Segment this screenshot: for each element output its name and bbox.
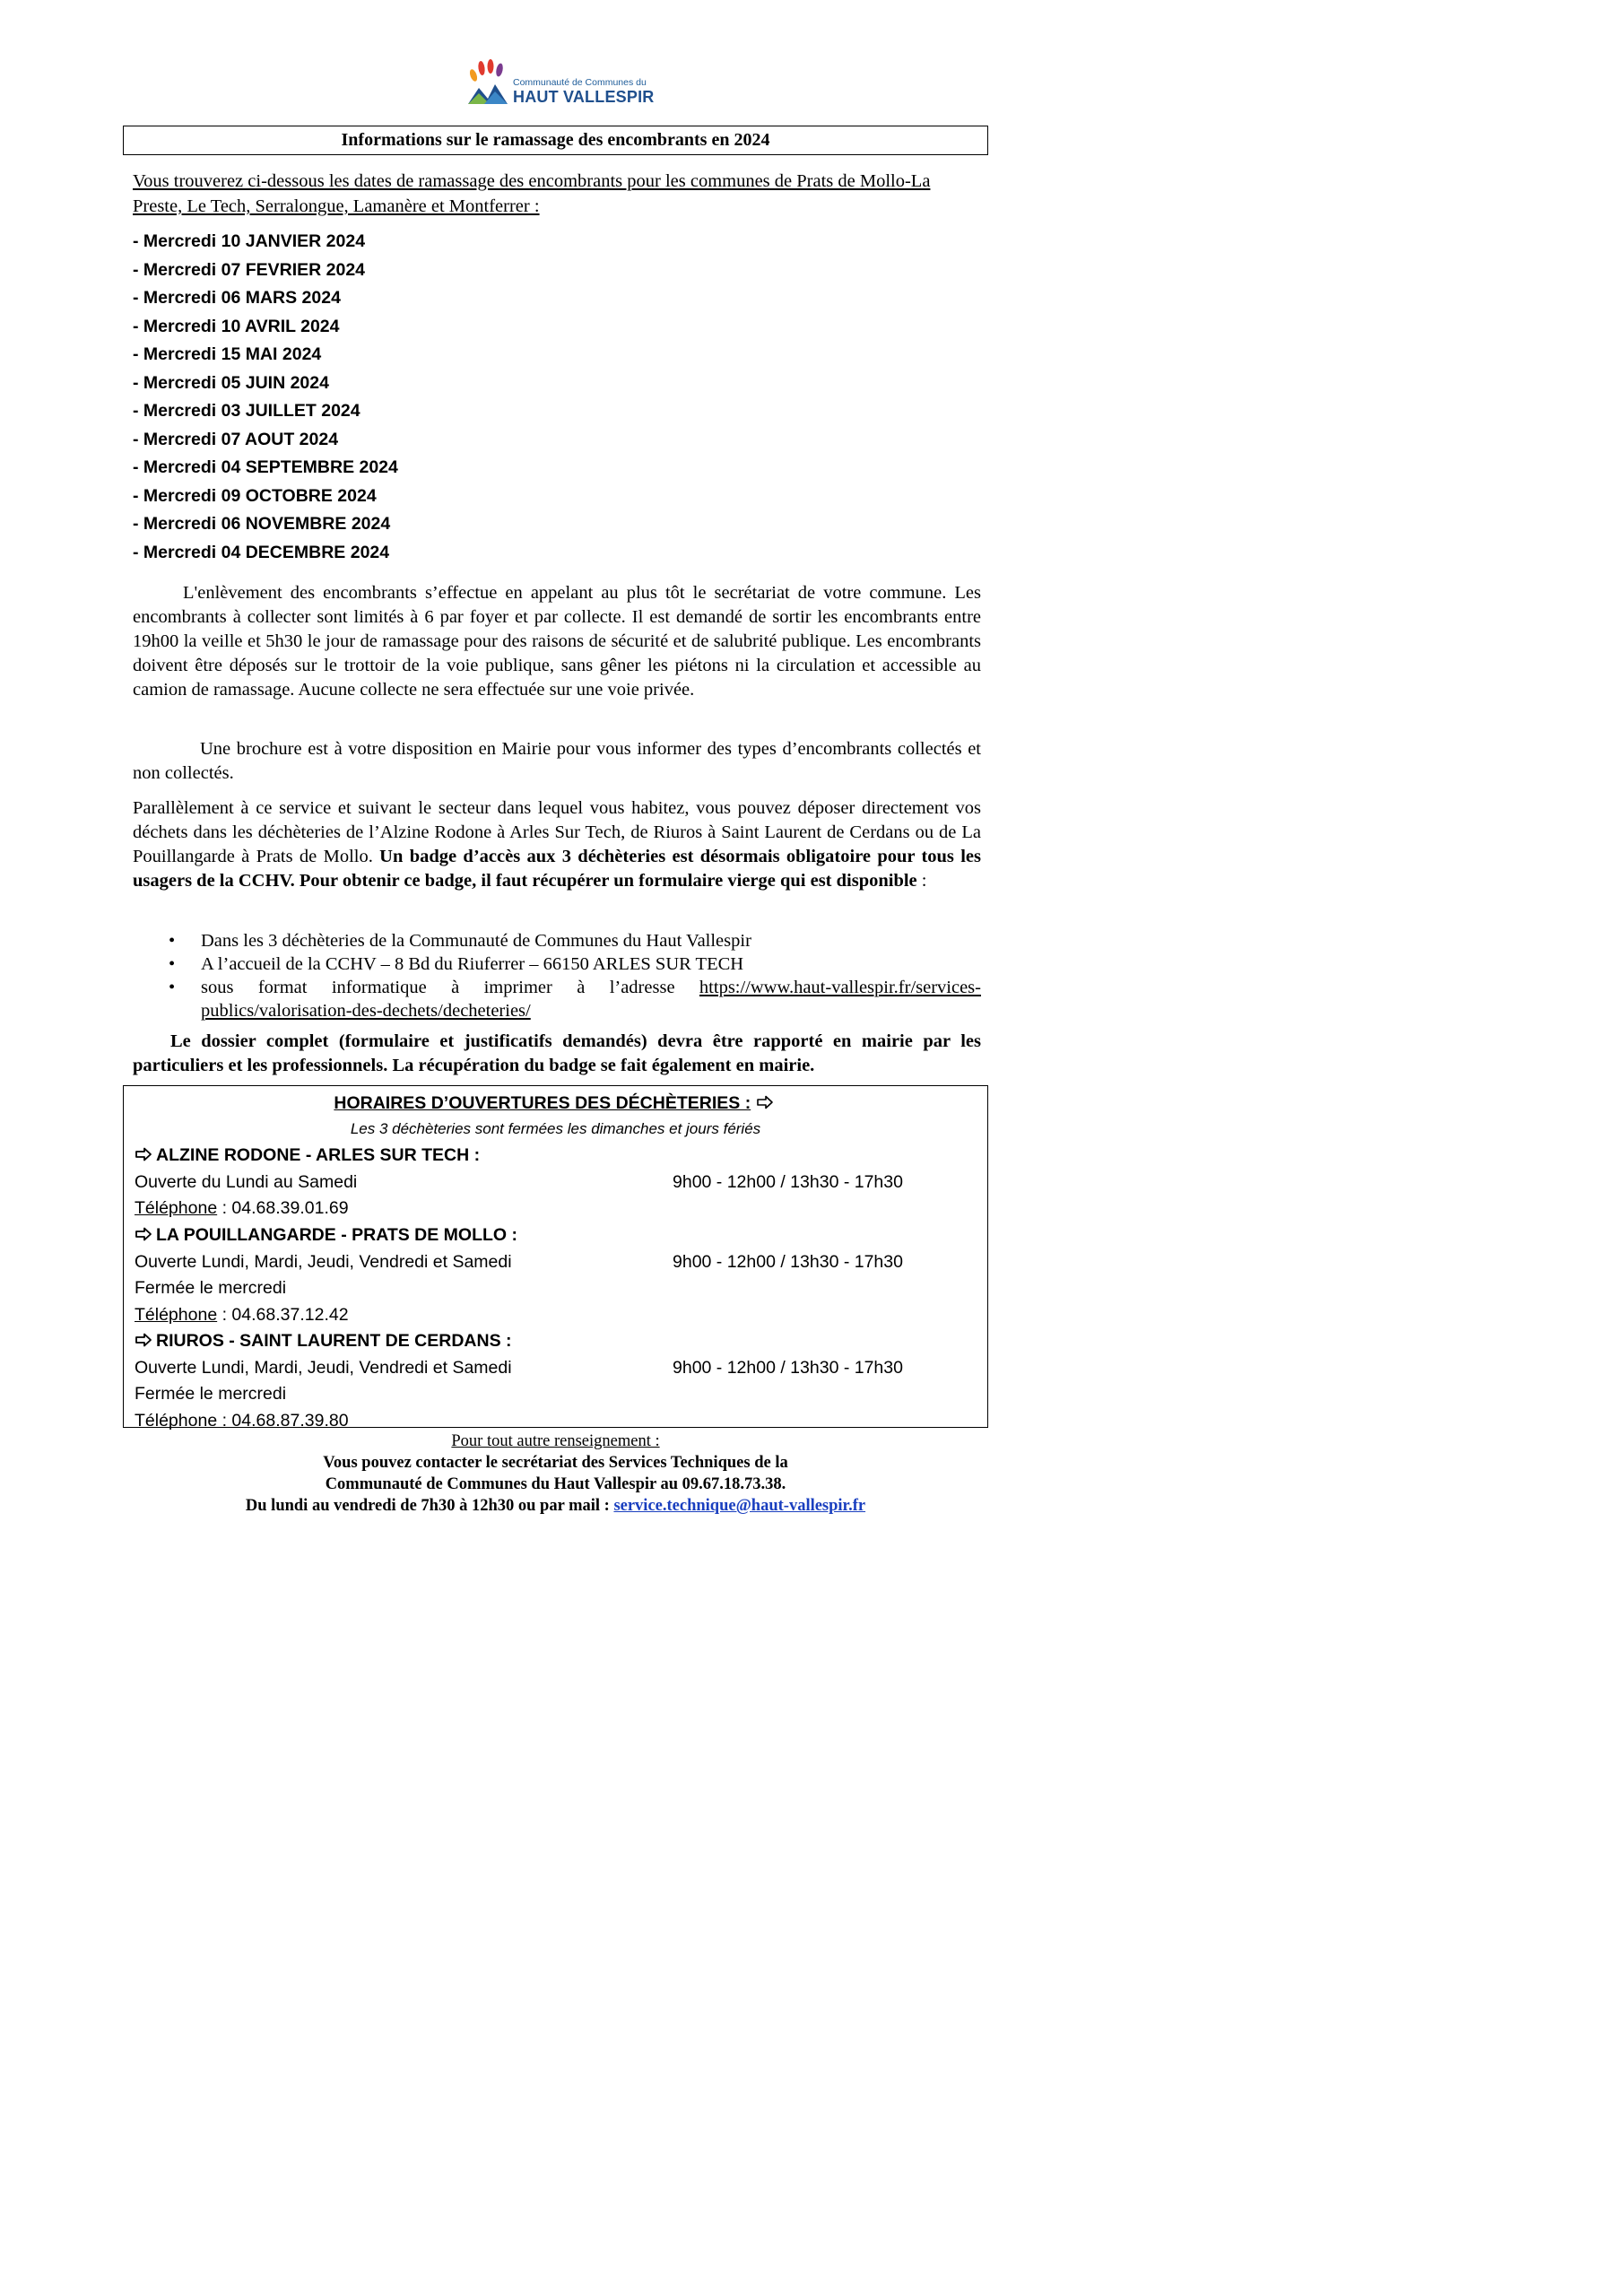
center-phone: : 04.68.39.01.69 [217, 1198, 349, 1218]
center-name-row [135, 1328, 977, 1355]
list-item [133, 952, 981, 976]
center-alzine-rodone [135, 1143, 977, 1222]
paw-mountain-logo-icon [466, 57, 509, 111]
date-item: - Mercredi 15 MAI 2024 [133, 344, 322, 364]
center-phone: : 04.68.37.12.42 [217, 1304, 349, 1325]
center-hours: 9h00 - 12h00 / 13h30 - 17h30 [673, 1251, 903, 1272]
arrow-right-icon [756, 1095, 774, 1109]
date-item: - Mercredi 04 DECEMBRE 2024 [133, 542, 390, 562]
footer-heading: Pour tout autre renseignement : [451, 1432, 660, 1450]
logo-title: HAUT VALLESPIR [513, 88, 655, 106]
center-phone-row [135, 1196, 977, 1222]
collection-dates-list [133, 228, 398, 567]
form-availability-list [133, 929, 981, 1022]
arrow-right-icon [135, 1333, 152, 1347]
date-item: - Mercredi 09 OCTOBRE 2024 [133, 485, 377, 506]
center-days-row [135, 1355, 977, 1382]
hours-title [124, 1093, 987, 1114]
bullet-text: A l’accueil de la CCHV – 8 Bd du Riuferrer – 66150 ARLES SUR TECH [201, 954, 744, 974]
center-days-row [135, 1170, 977, 1196]
center-name: LA POUILLANGARDE - PRATS DE MOLLO : [156, 1225, 517, 1245]
hours-title-text: HORAIRES D’OUVERTURES DES DÉCHÈTERIES : [334, 1093, 751, 1113]
center-name-row [135, 1143, 977, 1170]
bullet-icon: • [169, 954, 176, 974]
logo-subtitle: Communauté de Communes du [513, 77, 647, 88]
date-item: - Mercredi 10 JANVIER 2024 [133, 231, 366, 251]
bullet-icon: • [169, 931, 176, 951]
hours-subtitle: Les 3 déchèteries sont fermées les dimanches et jours fériés [350, 1120, 761, 1137]
document-title: Informations sur le ramassage des encombrants en 2024 [341, 130, 770, 150]
center-hours: 9h00 - 12h00 / 13h30 - 17h30 [673, 1357, 903, 1378]
date-item: - Mercredi 10 AVRIL 2024 [133, 316, 340, 336]
arrow-right-icon [135, 1147, 152, 1161]
date-item: - Mercredi 05 JUIN 2024 [133, 372, 329, 393]
footer-line: Vous pouvez contacter le secrétariat des Services Techniques de la [323, 1454, 788, 1472]
center-days: Ouverte Lundi, Mardi, Jeudi, Vendredi et Samedi [135, 1357, 512, 1378]
date-item: - Mercredi 04 SEPTEMBRE 2024 [133, 457, 398, 477]
date-item: - Mercredi 06 NOVEMBRE 2024 [133, 514, 391, 534]
footer-hours-text: Du lundi au vendredi de 7h30 à 12h30 ou par mail : [245, 1497, 614, 1515]
opening-hours-box [123, 1085, 988, 1431]
center-riuros [135, 1328, 977, 1434]
dossier-paragraph: Le dossier complet (formulaire et justificatifs demandés) devra être rapporté en mairie par les particuliers et les professionnels. La récupération du badge se fait également en mairie. [133, 1031, 981, 1075]
center-days: Ouverte du Lundi au Samedi [135, 1171, 358, 1192]
center-days-row [135, 1249, 977, 1276]
center-hours: 9h00 - 12h00 / 13h30 - 17h30 [673, 1171, 903, 1192]
recycling-centers-text: Parallèlement à ce service et suivant le secteur dans lequel vous habitez, vous pouvez déposer directement vos déchets dans les déchèteries de l’Alzine Rodone à Arles Sur Tech, de Riuros à Saint Laurent de Cerdans ou de La Pouillangarde à Prats de Mollo. [133, 798, 981, 866]
center-days: Ouverte Lundi, Mardi, Jeudi, Vendredi et Samedi [135, 1251, 512, 1272]
date-item: - Mercredi 07 FEVRIER 2024 [133, 259, 366, 280]
recycling-centers-paragraph [133, 796, 981, 893]
brochure-paragraph: Une brochure est à votre disposition en Mairie pour vous informer des types d’encombrants collectés et non collectés. [133, 739, 981, 783]
date-item: - Mercredi 07 AOUT 2024 [133, 429, 339, 449]
center-name-row [135, 1222, 977, 1249]
email-link[interactable]: service.technique@haut-vallespir.fr [613, 1497, 866, 1515]
center-name: RIUROS - SAINT LAURENT DE CERDANS : [156, 1331, 512, 1351]
badge-requirement-text: Un badge d’accès aux 3 déchèteries est désormais obligatoire pour tous les usagers de la CCHV. Pour obtenir ce badge, il faut récupérer un formulaire vierge qui est disponible [133, 847, 981, 891]
center-closed-row: Fermée le mercredi [135, 1384, 287, 1404]
center-phone: : 04.68.87.39.80 [217, 1410, 349, 1431]
list-item [133, 929, 981, 952]
colon: : [916, 871, 927, 891]
pickup-rules-paragraph: L'enlèvement des encombrants s’effectue en appelant au plus tôt le secrétariat de votre commune. Les encombrants à collecter sont limités à 6 par foyer et par collecte. Il est demandé de sortir les encombrants entre 19h00 la veille et 5h30 le jour de ramassage pour des raisons de sécurité et de salubrité publique. Les encombrants doivent être déposés sur le trottoir de la voie publique, sans gêner les piétons ni la circulation et accessible au camion de ramassage. Aucune collecte ne sera effectuée sur une voie privée. [133, 583, 981, 700]
date-item: - Mercredi 06 MARS 2024 [133, 288, 341, 308]
contact-footer [123, 1431, 988, 1517]
form-url-link[interactable]: https://www.haut-vallespir.fr/services-publics/valorisation-des-dechets/decheteries/ [201, 978, 981, 1021]
bullet-text: sous format informatique à imprimer à l’adresse [201, 978, 699, 997]
bullet-text: Dans les 3 déchèteries de la Communauté de Communes du Haut Vallespir [201, 931, 751, 951]
title-box [123, 126, 988, 155]
center-phone-row [135, 1302, 977, 1329]
arrow-right-icon [135, 1227, 152, 1241]
center-la-pouillangarde [135, 1222, 977, 1328]
phone-label: Téléphone [135, 1410, 218, 1431]
list-item [133, 976, 981, 1022]
footer-line: Communauté de Communes du Haut Vallespir au 09.67.18.73.38. [325, 1475, 786, 1493]
intro-text: Vous trouverez ci-dessous les dates de ramassage des encombrants pour les communes de Prats de Mollo-La Preste, Le Tech, Serralongue, Lamanère et Montferrer : [133, 171, 931, 216]
phone-label: Téléphone [135, 1198, 218, 1218]
footer-contact-line [123, 1495, 988, 1517]
bullet-icon: • [169, 978, 176, 997]
cchv-logo [466, 57, 655, 113]
center-name: ALZINE RODONE - ARLES SUR TECH : [156, 1145, 481, 1165]
date-item: - Mercredi 03 JUILLET 2024 [133, 401, 360, 421]
phone-label: Téléphone [135, 1304, 218, 1325]
center-closed-row: Fermée le mercredi [135, 1278, 287, 1298]
